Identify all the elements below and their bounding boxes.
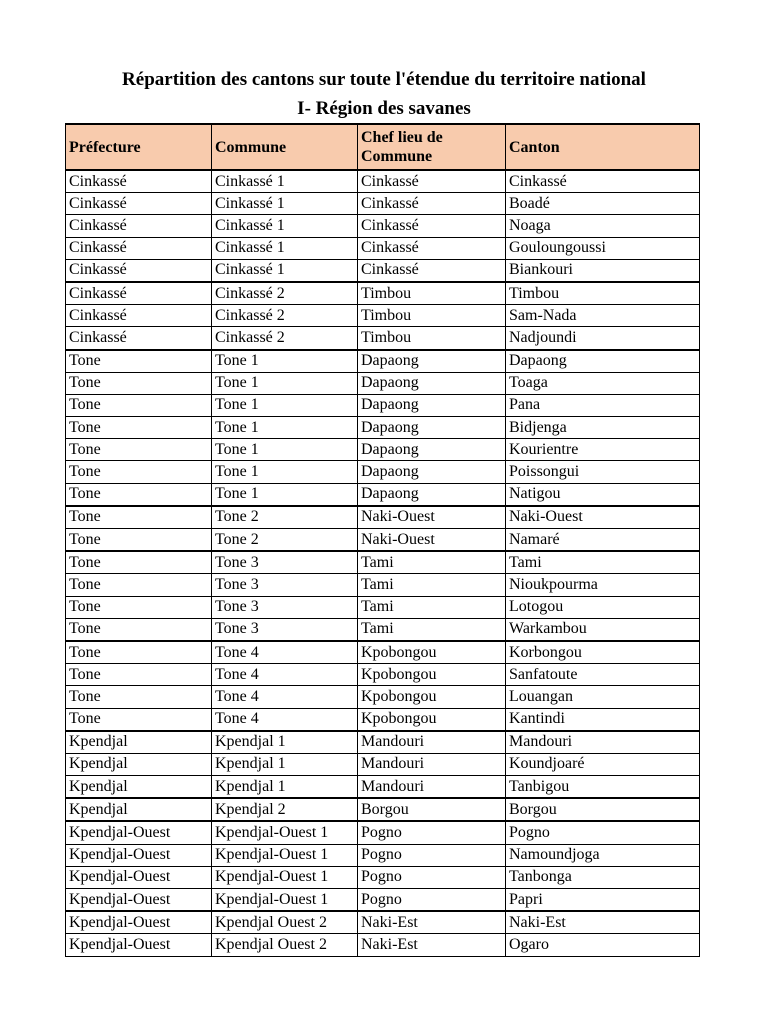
cell-canton: Sam-Nada — [506, 305, 700, 327]
table-row — [66, 394, 700, 416]
table-row — [66, 911, 700, 934]
cell-commune: Tone 4 — [212, 686, 358, 708]
cell-chef-lieu: Dapaong — [358, 483, 506, 506]
cell-chef-lieu: Dapaong — [358, 461, 506, 483]
cell-canton: Gouloungoussi — [506, 237, 700, 259]
cell-prefecture: Tone — [66, 350, 212, 373]
cell-chef-lieu: Naki-Ouest — [358, 506, 506, 529]
cell-prefecture: Cinkassé — [66, 193, 212, 215]
cell-prefecture: Cinkassé — [66, 237, 212, 259]
cell-chef-lieu: Pogno — [358, 889, 506, 912]
cell-chef-lieu: Cinkassé — [358, 237, 506, 259]
cell-chef-lieu: Pogno — [358, 821, 506, 844]
cell-chef-lieu: Dapaong — [358, 417, 506, 439]
cell-chef-lieu: Tami — [358, 551, 506, 574]
table-row — [66, 327, 700, 350]
cell-chef-lieu: Cinkassé — [358, 259, 506, 282]
cell-chef-lieu: Pogno — [358, 866, 506, 888]
cell-prefecture: Tone — [66, 641, 212, 664]
cell-prefecture: Kpendjal — [66, 731, 212, 754]
cell-commune: Tone 2 — [212, 529, 358, 552]
cell-prefecture: Tone — [66, 574, 212, 596]
cell-canton: Namoundjoga — [506, 844, 700, 866]
cell-prefecture: Kpendjal-Ouest — [66, 934, 212, 956]
cell-commune: Cinkassé 2 — [212, 305, 358, 327]
cell-commune: Kpendjal 2 — [212, 798, 358, 821]
cell-prefecture: Cinkassé — [66, 282, 212, 305]
cell-prefecture: Kpendjal-Ouest — [66, 911, 212, 934]
cell-prefecture: Kpendjal-Ouest — [66, 866, 212, 888]
cell-canton: Bidjenga — [506, 417, 700, 439]
page-title: Répartition des cantons sur toute l'étendue du territoire national — [122, 69, 646, 90]
cell-canton: Kantindi — [506, 708, 700, 731]
cell-commune: Tone 1 — [212, 417, 358, 439]
cell-prefecture: Tone — [66, 394, 212, 416]
cell-prefecture: Kpendjal — [66, 798, 212, 821]
cell-prefecture: Kpendjal — [66, 753, 212, 775]
cell-commune: Cinkassé 2 — [212, 327, 358, 350]
table-row — [66, 529, 700, 552]
cell-prefecture: Tone — [66, 461, 212, 483]
table-row — [66, 574, 700, 596]
cell-chef-lieu: Naki-Est — [358, 934, 506, 956]
cell-prefecture: Tone — [66, 483, 212, 506]
cell-canton: Kourientre — [506, 439, 700, 461]
table-row — [66, 215, 700, 237]
cell-commune: Kpendjal Ouest 2 — [212, 911, 358, 934]
cell-chef-lieu: Kpobongou — [358, 686, 506, 708]
cell-chef-lieu: Tami — [358, 574, 506, 596]
cell-canton: Noaga — [506, 215, 700, 237]
cell-canton: Tanbonga — [506, 866, 700, 888]
cell-commune: Cinkassé 1 — [212, 237, 358, 259]
cell-chef-lieu: Dapaong — [358, 372, 506, 394]
cell-commune: Kpendjal-Ouest 1 — [212, 821, 358, 844]
table-row — [66, 708, 700, 731]
cell-canton: Natigou — [506, 483, 700, 506]
cell-canton: Koundjoaré — [506, 753, 700, 775]
cell-prefecture: Kpendjal-Ouest — [66, 889, 212, 912]
cell-prefecture: Kpendjal-Ouest — [66, 844, 212, 866]
cell-chef-lieu: Pogno — [358, 844, 506, 866]
cell-commune: Tone 1 — [212, 439, 358, 461]
cell-chef-lieu: Mandouri — [358, 731, 506, 754]
cell-commune: Cinkassé 1 — [212, 259, 358, 282]
cell-prefecture: Tone — [66, 708, 212, 731]
table-header-row — [66, 124, 700, 170]
cell-canton: Nadjoundi — [506, 327, 700, 350]
table-row — [66, 664, 700, 686]
cell-prefecture: Tone — [66, 529, 212, 552]
cell-commune: Tone 1 — [212, 394, 358, 416]
cell-canton: Cinkassé — [506, 170, 700, 193]
header-chef-lieu: Chef lieu de Commune — [358, 124, 506, 170]
cell-prefecture: Tone — [66, 686, 212, 708]
cell-commune: Tone 1 — [212, 483, 358, 506]
cell-prefecture: Kpendjal-Ouest — [66, 821, 212, 844]
cell-commune: Cinkassé 2 — [212, 282, 358, 305]
table-row — [66, 798, 700, 821]
cell-canton: Dapaong — [506, 350, 700, 373]
cell-canton: Tami — [506, 551, 700, 574]
header-canton: Canton — [506, 124, 700, 170]
table-row — [66, 934, 700, 956]
table-row — [66, 551, 700, 574]
cell-commune: Tone 4 — [212, 664, 358, 686]
cell-chef-lieu: Timbou — [358, 282, 506, 305]
cell-canton: Namaré — [506, 529, 700, 552]
cell-canton: Papri — [506, 889, 700, 912]
table-row — [66, 282, 700, 305]
cell-commune: Kpendjal 1 — [212, 753, 358, 775]
cell-canton: Nioukpourma — [506, 574, 700, 596]
table-row — [66, 506, 700, 529]
table-row — [66, 821, 700, 844]
cell-prefecture: Cinkassé — [66, 259, 212, 282]
cell-chef-lieu: Naki-Ouest — [358, 529, 506, 552]
table-row — [66, 439, 700, 461]
cell-chef-lieu: Tami — [358, 596, 506, 618]
table-row — [66, 889, 700, 912]
cell-commune: Kpendjal-Ouest 1 — [212, 844, 358, 866]
cell-commune: Tone 4 — [212, 641, 358, 664]
cell-prefecture: Cinkassé — [66, 305, 212, 327]
table-row — [66, 753, 700, 775]
cell-canton: Pogno — [506, 821, 700, 844]
cell-canton: Louangan — [506, 686, 700, 708]
cell-commune: Tone 4 — [212, 708, 358, 731]
cell-canton: Poissongui — [506, 461, 700, 483]
cell-prefecture: Tone — [66, 372, 212, 394]
cell-chef-lieu: Borgou — [358, 798, 506, 821]
cell-prefecture: Tone — [66, 439, 212, 461]
table-row — [66, 417, 700, 439]
cell-prefecture: Tone — [66, 596, 212, 618]
cell-canton: Sanfatoute — [506, 664, 700, 686]
cell-chef-lieu: Cinkassé — [358, 215, 506, 237]
table-row — [66, 776, 700, 799]
cell-commune: Kpendjal-Ouest 1 — [212, 866, 358, 888]
cell-canton: Timbou — [506, 282, 700, 305]
cell-chef-lieu: Mandouri — [358, 776, 506, 799]
table-row — [66, 844, 700, 866]
cell-prefecture: Cinkassé — [66, 170, 212, 193]
cell-prefecture: Cinkassé — [66, 215, 212, 237]
cell-commune: Tone 3 — [212, 618, 358, 641]
cell-commune: Tone 1 — [212, 372, 358, 394]
cell-chef-lieu: Dapaong — [358, 439, 506, 461]
table-row — [66, 618, 700, 641]
table-row — [66, 641, 700, 664]
cell-chef-lieu: Mandouri — [358, 753, 506, 775]
cell-commune: Tone 3 — [212, 551, 358, 574]
cell-commune: Tone 3 — [212, 574, 358, 596]
cell-canton: Warkambou — [506, 618, 700, 641]
cell-commune: Kpendjal-Ouest 1 — [212, 889, 358, 912]
cell-commune: Cinkassé 1 — [212, 215, 358, 237]
cell-canton: Ogaro — [506, 934, 700, 956]
table-row — [66, 350, 700, 373]
table-row — [66, 866, 700, 888]
cell-chef-lieu: Dapaong — [358, 394, 506, 416]
cell-chef-lieu: Timbou — [358, 327, 506, 350]
cell-commune: Tone 1 — [212, 461, 358, 483]
table-row — [66, 305, 700, 327]
cell-canton: Biankouri — [506, 259, 700, 282]
cell-chef-lieu: Timbou — [358, 305, 506, 327]
cell-chef-lieu: Dapaong — [358, 350, 506, 373]
cell-chef-lieu: Cinkassé — [358, 193, 506, 215]
cell-commune: Cinkassé 1 — [212, 170, 358, 193]
cell-canton: Pana — [506, 394, 700, 416]
table-row — [66, 237, 700, 259]
cell-commune: Kpendjal 1 — [212, 731, 358, 754]
page-subtitle: I- Région des savanes — [297, 98, 471, 119]
table-row — [66, 731, 700, 754]
cell-canton: Tanbigou — [506, 776, 700, 799]
cell-commune: Kpendjal 1 — [212, 776, 358, 799]
table-row — [66, 170, 700, 193]
cell-canton: Lotogou — [506, 596, 700, 618]
cantons-table — [65, 123, 700, 957]
cell-chef-lieu: Kpobongou — [358, 708, 506, 731]
cell-chef-lieu: Naki-Est — [358, 911, 506, 934]
cell-commune: Tone 3 — [212, 596, 358, 618]
table-row — [66, 461, 700, 483]
cell-canton: Korbongou — [506, 641, 700, 664]
table-row — [66, 372, 700, 394]
cell-chef-lieu: Kpobongou — [358, 664, 506, 686]
cell-prefecture: Tone — [66, 618, 212, 641]
table-row — [66, 483, 700, 506]
cell-canton: Toaga — [506, 372, 700, 394]
cell-canton: Naki-Ouest — [506, 506, 700, 529]
cell-commune: Tone 1 — [212, 350, 358, 373]
cell-chef-lieu: Kpobongou — [358, 641, 506, 664]
cell-canton: Boadé — [506, 193, 700, 215]
header-prefecture: Préfecture — [66, 124, 212, 170]
cell-canton: Borgou — [506, 798, 700, 821]
table-row — [66, 686, 700, 708]
cell-chef-lieu: Cinkassé — [358, 170, 506, 193]
cell-commune: Kpendjal Ouest 2 — [212, 934, 358, 956]
cell-canton: Naki-Est — [506, 911, 700, 934]
table-row — [66, 259, 700, 282]
table-row — [66, 596, 700, 618]
header-commune: Commune — [212, 124, 358, 170]
cell-prefecture: Tone — [66, 551, 212, 574]
cell-chef-lieu: Tami — [358, 618, 506, 641]
cell-canton: Mandouri — [506, 731, 700, 754]
cell-prefecture: Tone — [66, 664, 212, 686]
cell-prefecture: Kpendjal — [66, 776, 212, 799]
cell-commune: Tone 2 — [212, 506, 358, 529]
cell-prefecture: Tone — [66, 506, 212, 529]
cell-prefecture: Cinkassé — [66, 327, 212, 350]
table-row — [66, 193, 700, 215]
cell-prefecture: Tone — [66, 417, 212, 439]
cell-commune: Cinkassé 1 — [212, 193, 358, 215]
